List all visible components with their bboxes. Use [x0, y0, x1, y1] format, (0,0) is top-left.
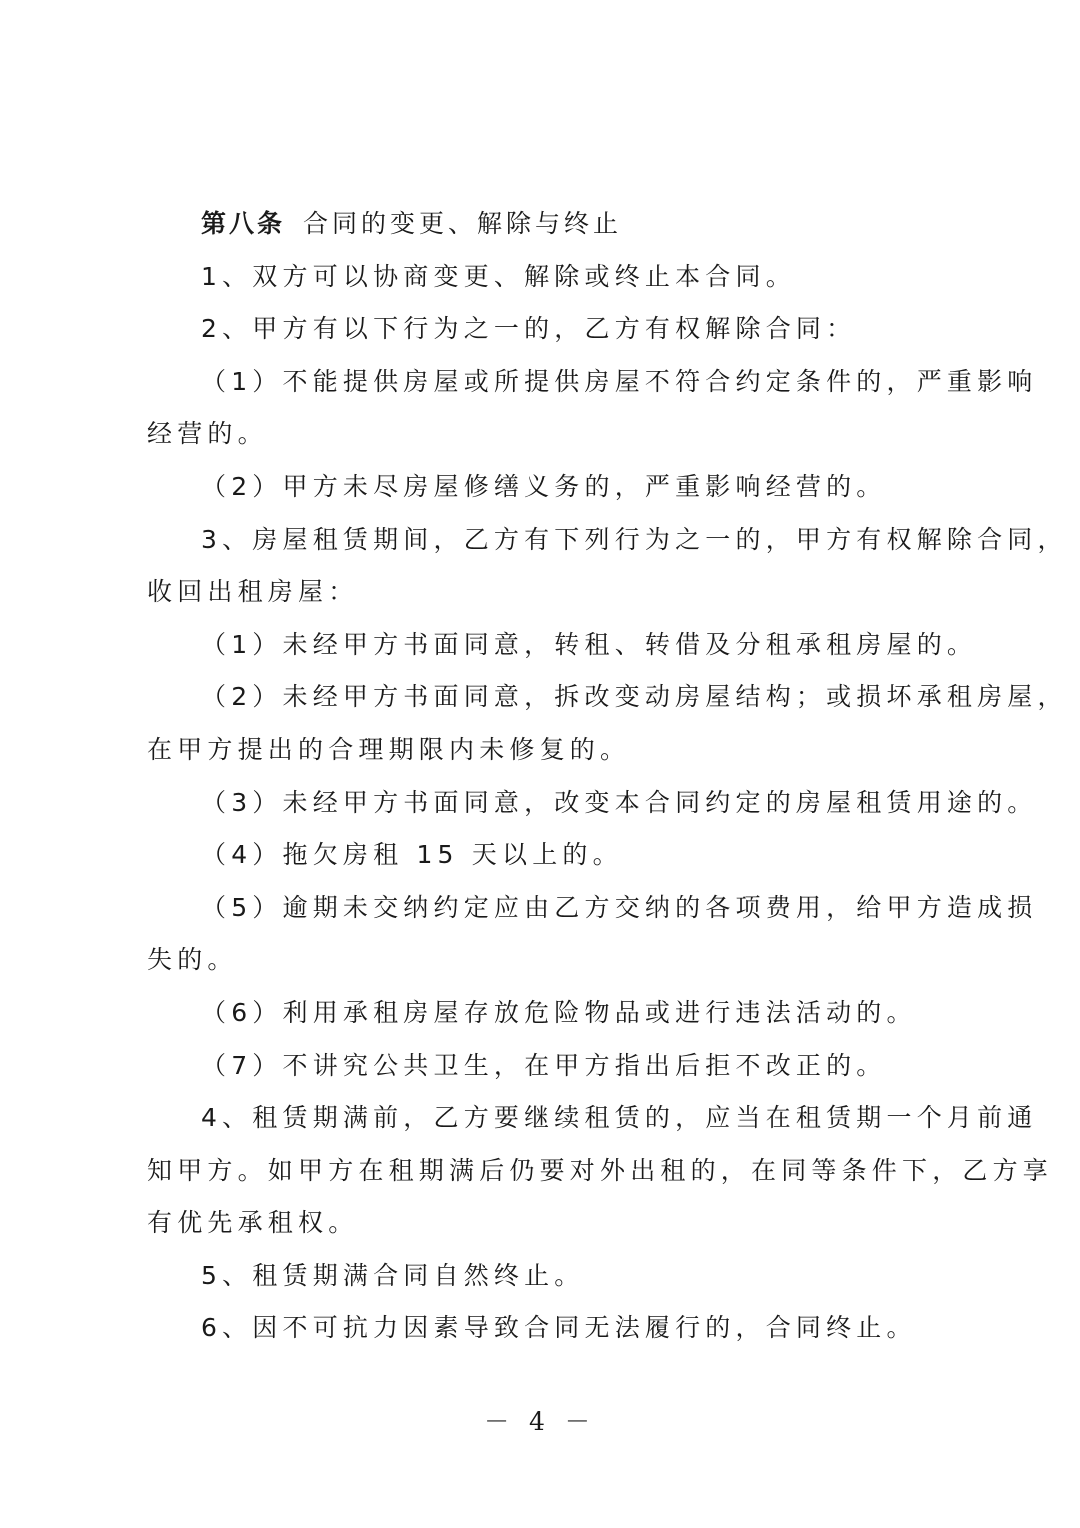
clause-3-item-3: （3）未经甲方书面同意，改变本合同约定的房屋租赁用途的。 — [201, 787, 1038, 817]
clause-3-item-2-continued: 在甲方提出的合理期限内未修复的。 — [147, 734, 631, 764]
clause-1: 1、双方可以协商变更、解除或终止本合同。 — [201, 261, 796, 291]
clause-2-item-2: （2）甲方未尽房屋修缮义务的，严重影响经营的。 — [201, 471, 887, 501]
clause-3: 3、房屋租赁期间，乙方有下列行为之一的，甲方有权解除合同， — [201, 524, 1068, 554]
clause-2-item-1-continued: 经营的。 — [147, 419, 268, 449]
clause-4-continued-2: 有优先承租权。 — [147, 1208, 359, 1238]
clause-4-continued-1: 知甲方。如甲方在租期满后仍要对外出租的，在同等条件下，乙方享 — [147, 1155, 1054, 1185]
clause-3-item-2: （2）未经甲方书面同意，拆改变动房屋结构；或损坏承租房屋， — [201, 682, 1068, 712]
page-number: － 4 － — [484, 1407, 596, 1436]
clause-6: 6、因不可抗力因素导致合同无法履行的，合同终止。 — [201, 1313, 917, 1343]
article-number: 第八条 — [201, 209, 286, 238]
clause-3-continued: 收回出租房屋： — [147, 577, 359, 607]
clause-4: 4、租赁期满前，乙方要继续租赁的，应当在租赁期一个月前通 — [201, 1103, 1038, 1133]
article-title: 合同的变更、解除与终止 — [303, 209, 623, 238]
article-heading — [147, 198, 947, 251]
clause-5: 5、租赁期满合同自然终止。 — [201, 1260, 585, 1290]
document-body — [147, 198, 1068, 1355]
clause-3-item-5-continued: 失的。 — [147, 945, 238, 975]
clause-3-item-5: （5）逾期未交纳约定应由乙方交纳的各项费用，给甲方造成损 — [201, 892, 1038, 922]
clause-2-item-1: （1）不能提供房屋或所提供房屋不符合约定条件的，严重影响 — [201, 366, 1038, 396]
clause-3-item-4: （4）拖欠房租 15 天以上的。 — [201, 840, 623, 870]
clause-3-item-7: （7）不讲究公共卫生，在甲方指出后拒不改正的。 — [201, 1050, 887, 1080]
clause-3-item-1: （1）未经甲方书面同意，转租、转借及分租承租房屋的。 — [201, 629, 978, 659]
clause-3-item-6: （6）利用承租房屋存放危险物品或进行违法活动的。 — [201, 997, 917, 1027]
clause-2: 2、甲方有以下行为之一的，乙方有权解除合同： — [201, 314, 857, 344]
